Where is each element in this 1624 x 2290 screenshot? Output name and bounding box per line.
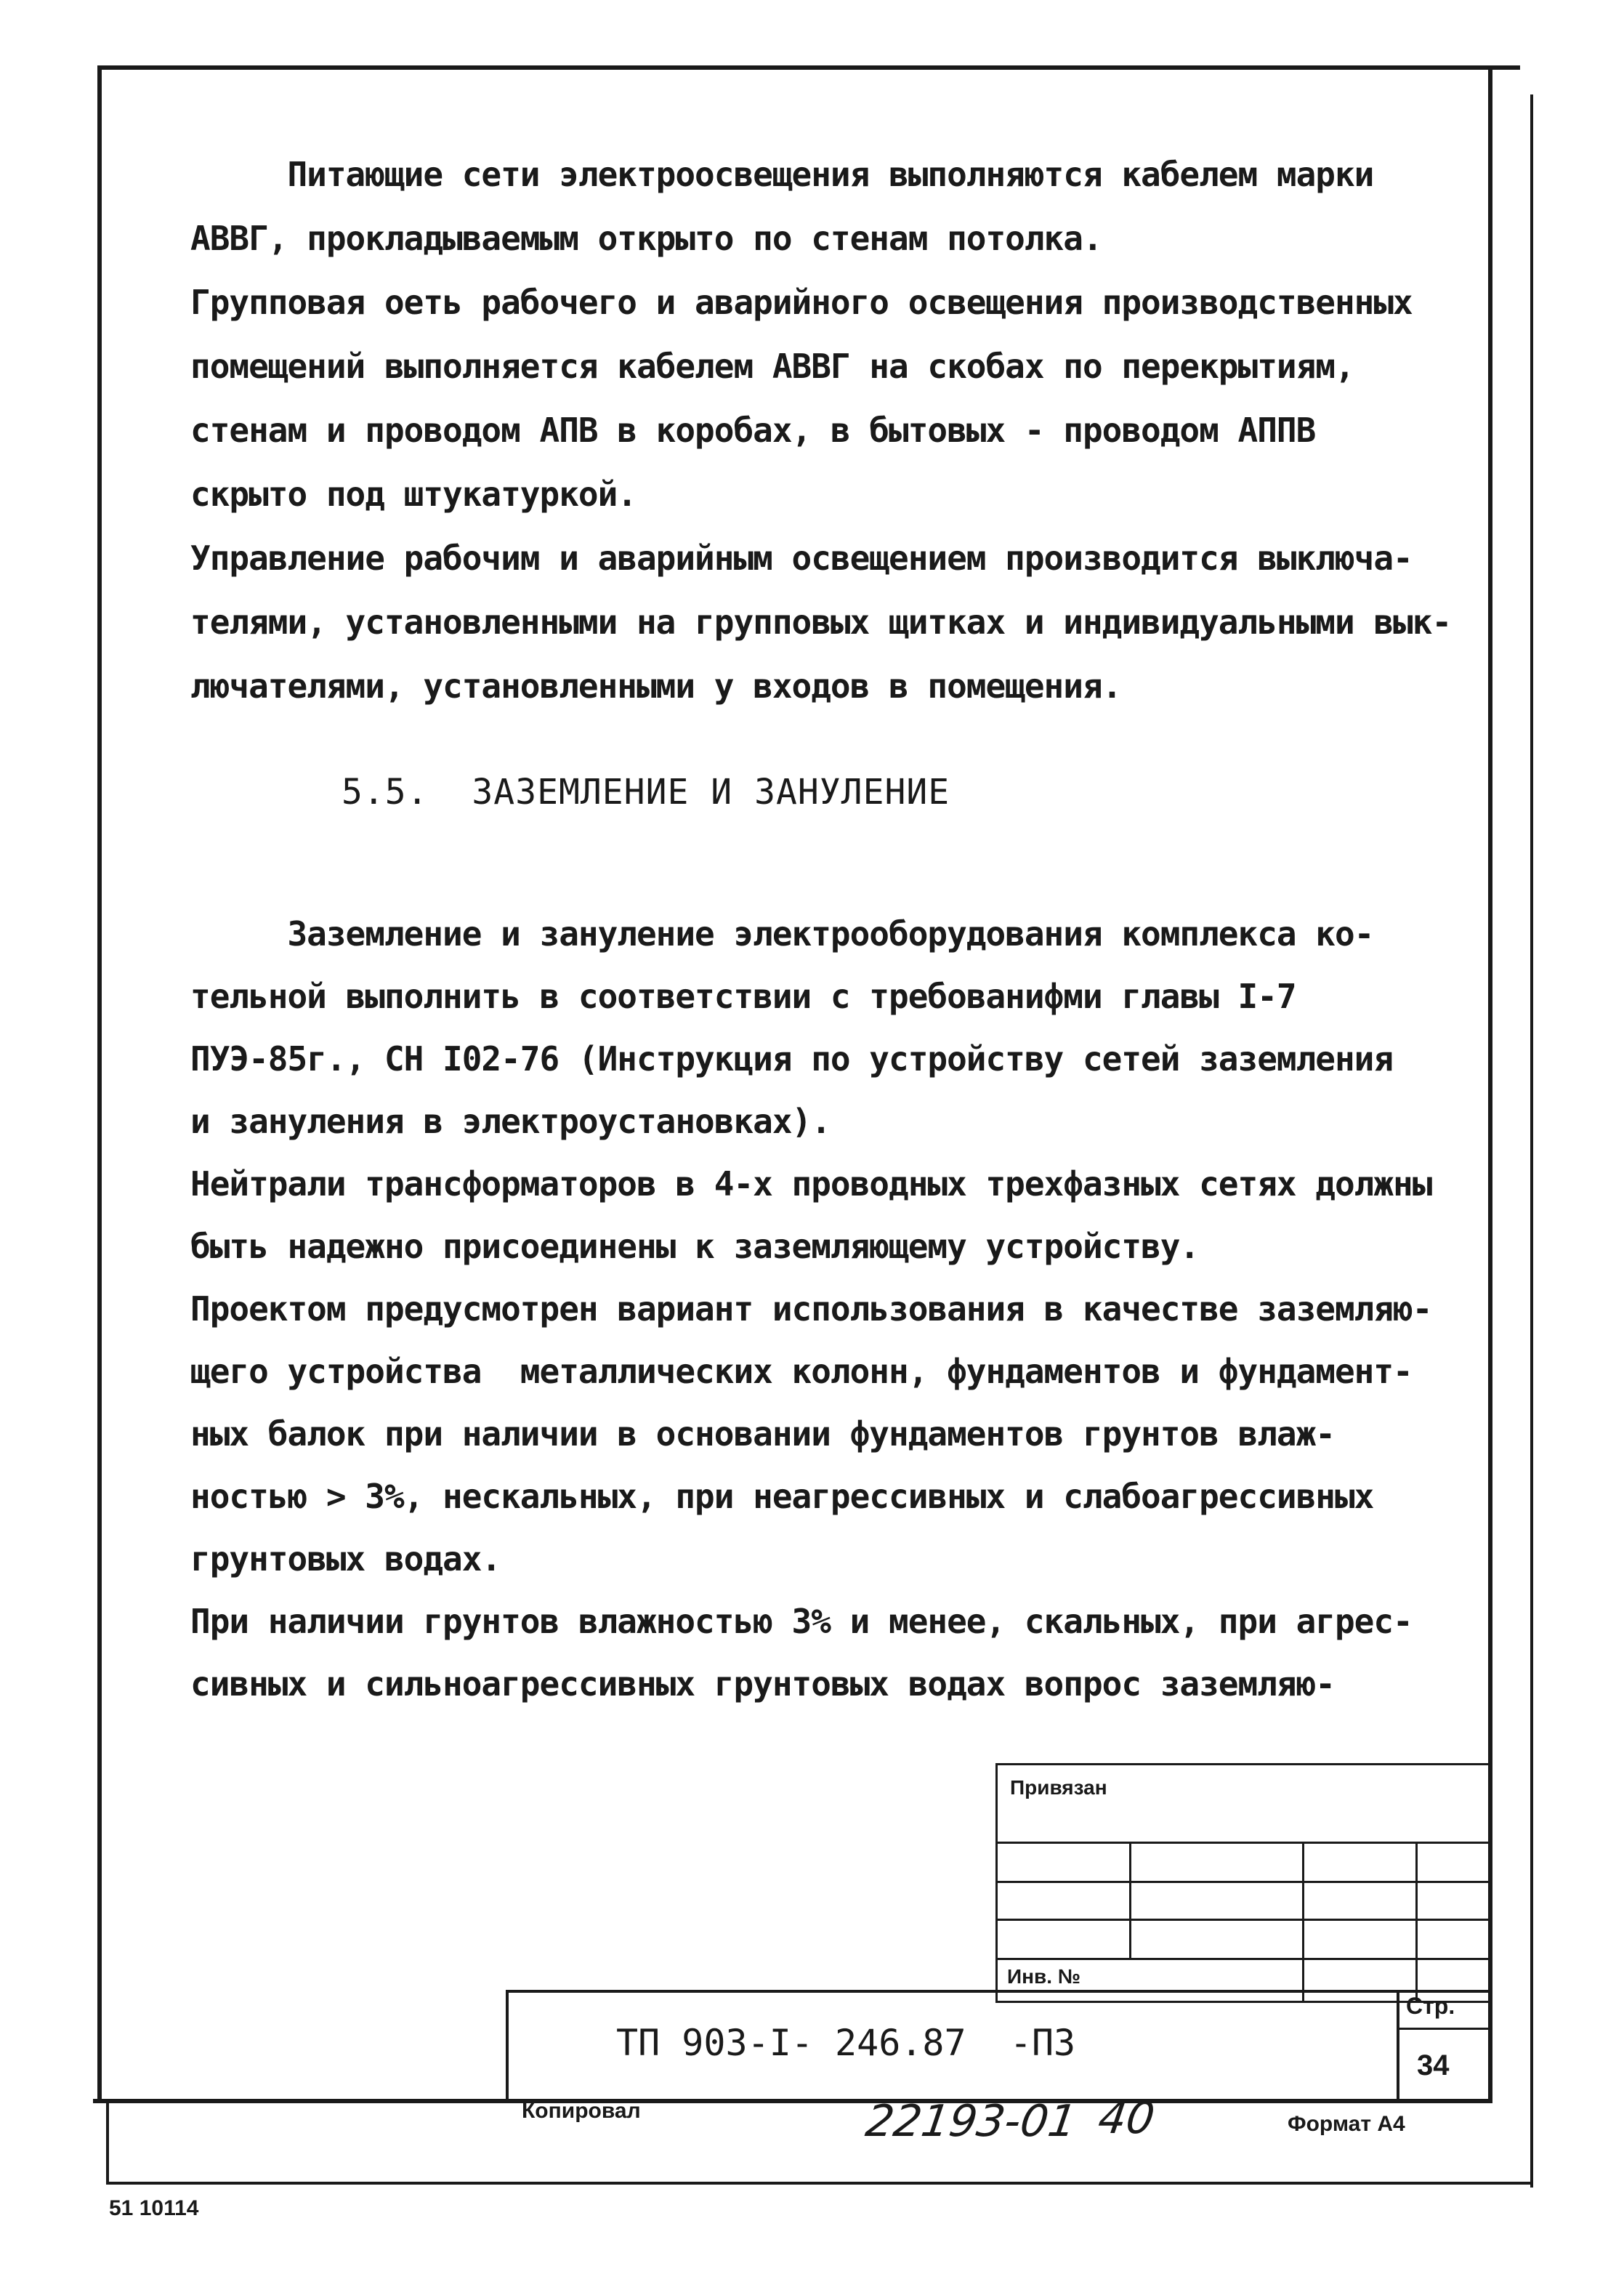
text-line: щего устройства металлических колонн, фундаментов и фундамент- <box>190 1352 1413 1391</box>
text-line: сивных и сильноагрессивных грунтовых водах вопрос заземляю- <box>190 1664 1335 1704</box>
text-line: стенам и проводом АПВ в коробах, в бытовых - проводом АППВ <box>190 411 1316 450</box>
text-line: Групповая оеть рабочего и аварийного освещения производственных <box>190 283 1413 322</box>
text-line: При наличии грунтов влажностью 3% и менее, скальных, при агрес- <box>190 1602 1413 1641</box>
text-line: лючателями, установленными у входов в помещения. <box>190 666 1122 706</box>
text-line: Нейтрали трансформаторов в 4-х проводных трехфазных сетях должны <box>190 1164 1432 1204</box>
stamp-row-line <box>995 1958 1492 1960</box>
text-line: ных балок при наличии в основании фундаментов грунтов влаж- <box>190 1414 1335 1454</box>
page-number: 34 <box>1417 2049 1450 2081</box>
text-line: Проектом предусмотрен вариант использования в качестве заземляю- <box>190 1289 1432 1329</box>
body-text-bottom <box>190 903 1469 1715</box>
handwritten-number: 22193-01 <box>863 2096 1080 2147</box>
copied-label: Копировал <box>522 2099 641 2123</box>
text-line: ПУЭ-85г., СН I02-76 (Инструкция по устройству сетей заземления <box>190 1039 1394 1079</box>
text-line: грунтовых водах. <box>190 1539 501 1579</box>
stamp-privyazan-label: Привязан <box>1010 1776 1107 1799</box>
document-code: ТП 903-I- 246.87 -ПЗ <box>616 2022 1076 2064</box>
outer-bottom-rule <box>106 2182 1533 2185</box>
text-line: ностью > 3%, нескальных, при неагрессивных и слабоагрессивных <box>190 1477 1374 1516</box>
format-label: Формат А4 <box>1288 2112 1405 2136</box>
text-line: телями, установленными на групповых щитках и индивидуальными вык- <box>190 602 1452 642</box>
page-cell-divider <box>1397 1990 1399 2102</box>
body-text-top <box>190 142 1469 718</box>
stamp-row-line <box>995 1842 1492 1844</box>
text-line: и зануления в электроустановках). <box>190 1102 831 1141</box>
text-line: Управление рабочим и аварийным освещением производится выключа- <box>190 539 1413 578</box>
frame-top <box>97 65 1520 70</box>
page-cell-rule <box>1397 2028 1492 2030</box>
text-line: помещений выполняется кабелем АВВГ на скобах по перекрытиям, <box>190 347 1354 386</box>
outer-right-rule <box>1530 94 1533 2188</box>
handwritten-page: 40 <box>1095 2093 1158 2144</box>
stamp-row-line <box>995 1881 1492 1883</box>
stamp-row-line <box>995 1919 1492 1921</box>
frame-left <box>97 65 102 2102</box>
text-line: Питающие сети электроосвещения выполняются кабелем марки <box>190 155 1374 194</box>
archive-code: 51 10114 <box>109 2196 199 2220</box>
section-heading: 5.5. ЗАЗЕМЛЕНИЕ И ЗАНУЛЕНИЕ <box>342 772 950 813</box>
stamp-col-line <box>1415 1842 1418 2003</box>
text-line: Заземление и зануление электрооборудования комплекса ко- <box>190 914 1374 954</box>
outer-left-rule <box>106 2103 109 2183</box>
stamp-col-line <box>1302 1842 1304 2003</box>
stamp-col-line <box>1129 1842 1131 1958</box>
text-line: скрыто под штукатуркой. <box>190 475 637 514</box>
page-label: Стр. <box>1406 1993 1455 2019</box>
stamp-inv-no-label: Инв. № <box>1007 1965 1081 1988</box>
text-line: тельной выполнить в соответствии с требованифми главы I-7 <box>190 977 1296 1016</box>
text-line: АВВГ, прокладываемым открыто по стенам потолка. <box>190 219 1102 258</box>
text-line: быть надежно присоединены к заземляющему устройству. <box>190 1227 1200 1266</box>
